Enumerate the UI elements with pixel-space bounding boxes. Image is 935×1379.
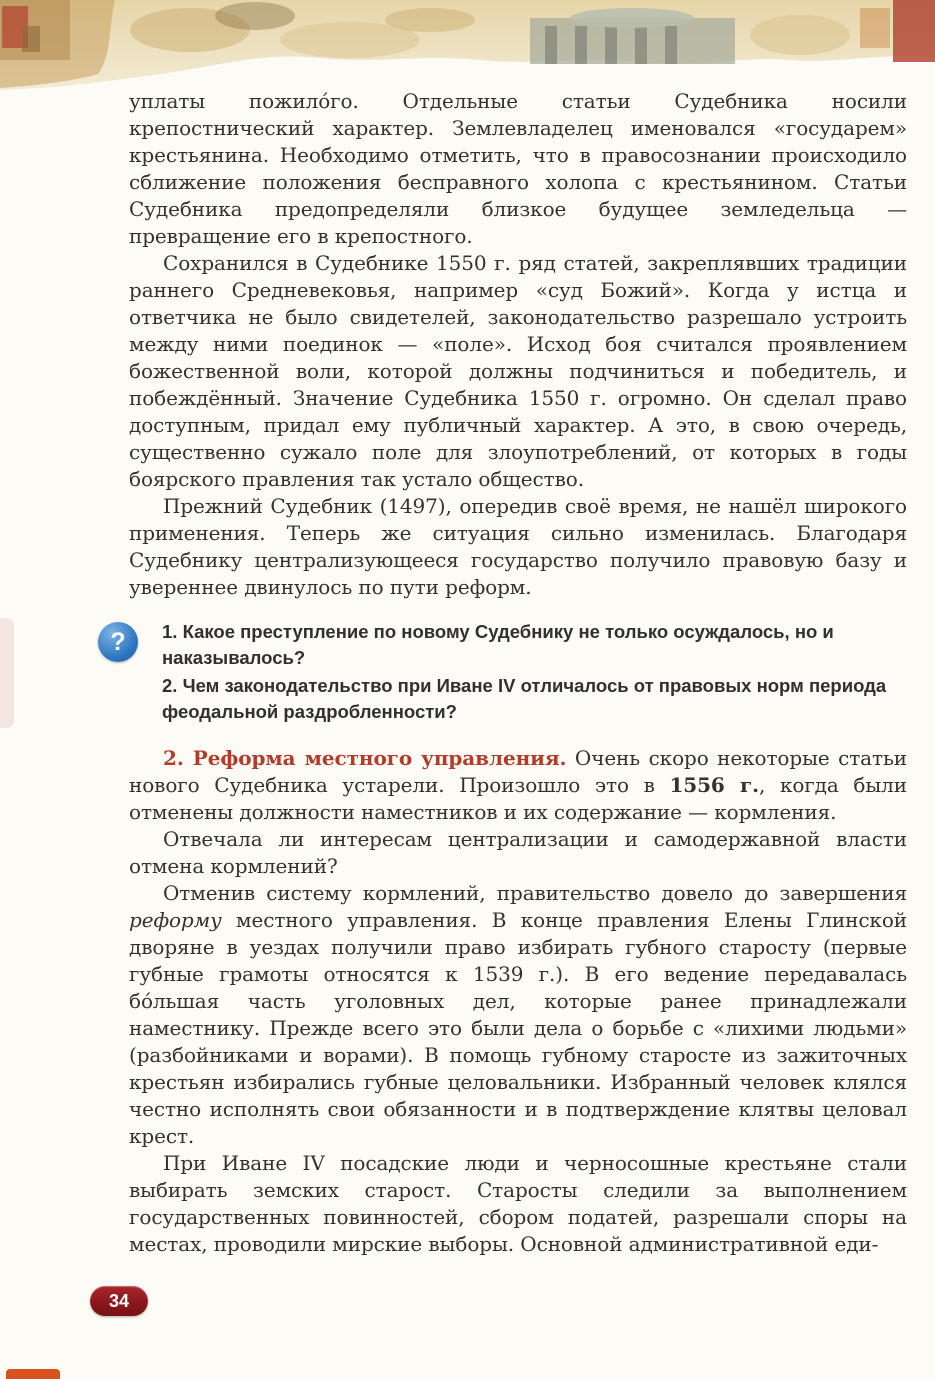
questions-block xyxy=(98,619,907,727)
questions-text xyxy=(162,619,907,727)
paragraph-section2-intro xyxy=(129,745,907,826)
section2-heading: 2. Реформа местного управления. xyxy=(163,746,567,770)
page-number-badge xyxy=(90,1286,148,1316)
question-1: 1. Какое преступление по новому Судебнику не только осуждалось, но и наказывалось? xyxy=(162,621,834,668)
question-2: 2. Чем законодательство при Иване IV отличалось от правовых норм периода феодальной раздробленности? xyxy=(162,675,887,722)
bottom-corner-mark xyxy=(6,1369,60,1379)
guba-reform-start: Отменив систему кормлений, правительство довело до завершения xyxy=(163,881,907,905)
header-illustration-art xyxy=(0,0,935,96)
section2-intro-tail: , когда были отменены должности наместников и их содержание — кормления. xyxy=(129,773,908,824)
paragraph-sudebnik-1497: Прежний Судебник (1497), опередив своё время, не нашёл широкого применения. Теперь же ситуация сильно изменилась. Благодаря Судебнику централизующееся государство получило правовую базу и увереннее двинулось по пути реформ. xyxy=(129,494,907,599)
paragraph-zemstvo-elders: При Иване IV посадские люди и черносошные крестьяне стали выбирать земских старост. Старосты следили за выполнением государственных повинностей, сбором податей, разрешали споры на местах, проводили мирские выборы. Основной административной еди- xyxy=(129,1151,907,1256)
section2-intro-mid: Очень скоро некоторые статьи нового Судебника устарели. Произошло это в xyxy=(129,746,907,797)
guba-reform-rest: местного управления. В конце правления Елены Глинской дворяне в уездах получили право избирать губного старосту (первые губные грамоты относятся к 1539 г.). В его ведение передавалась бо́льшая часть уголовных дел, которые ранее принадлежали наместнику. Прежде всего это были дела о борьбе с «лихими людьми» (разбойниками и ворами). В помощь губному старосте из зажиточных крестьян избирались губные целовальники. Избранный человек клялся честно исполнять свои обязанности и в подтверждение клятвы целовал крест. xyxy=(129,908,907,1148)
paragraph-rhetorical-question: Отвечала ли интересам централизации и самодержавной власти отмена кормлений? xyxy=(129,827,907,878)
italic-term-reform: реформу xyxy=(129,908,222,932)
paragraph-serfdom: уплаты пожило́го. Отдельные статьи Судебника носили крепостнический характер. Землевладелец именовался «государем» крестьянина. Необходимо отметить, что в правосознании происходило сближение положения бесправного холопа с крестьянином. Статьи Судебника предопределяли близкое будущее земледельца — превращение его в крепостного. xyxy=(129,89,907,248)
paragraph-sudebnik-1550: Сохранился в Судебнике 1550 г. ряд статей, закреплявших традиции раннего Средневековья, например «суд Божий». Когда у истца и ответчика не было свидетелей, законодательство разрешало устроить между ними поединок — «поле». Исход боя считался проявлением божественной воли, которой должны подчиниться и победитель, и побеждённый. Значение Судебника 1550 г. огромно. Он сделал право доступным, придал ему публичный характер. А это, в свою очередь, существенно сужало поле для злоупотреблений, от которых в годы боярского правления так устало общество. xyxy=(129,251,907,491)
paragraph-guba-reform xyxy=(129,880,907,1150)
page-text-column xyxy=(110,88,908,1258)
question-mark-glyph: ? xyxy=(110,627,126,656)
header-illustration xyxy=(0,0,935,96)
page-number: 34 xyxy=(108,1290,130,1311)
left-margin-strip xyxy=(0,618,14,728)
year-1556-bold: 1556 г. xyxy=(669,773,760,797)
question-mark-icon xyxy=(98,622,138,662)
